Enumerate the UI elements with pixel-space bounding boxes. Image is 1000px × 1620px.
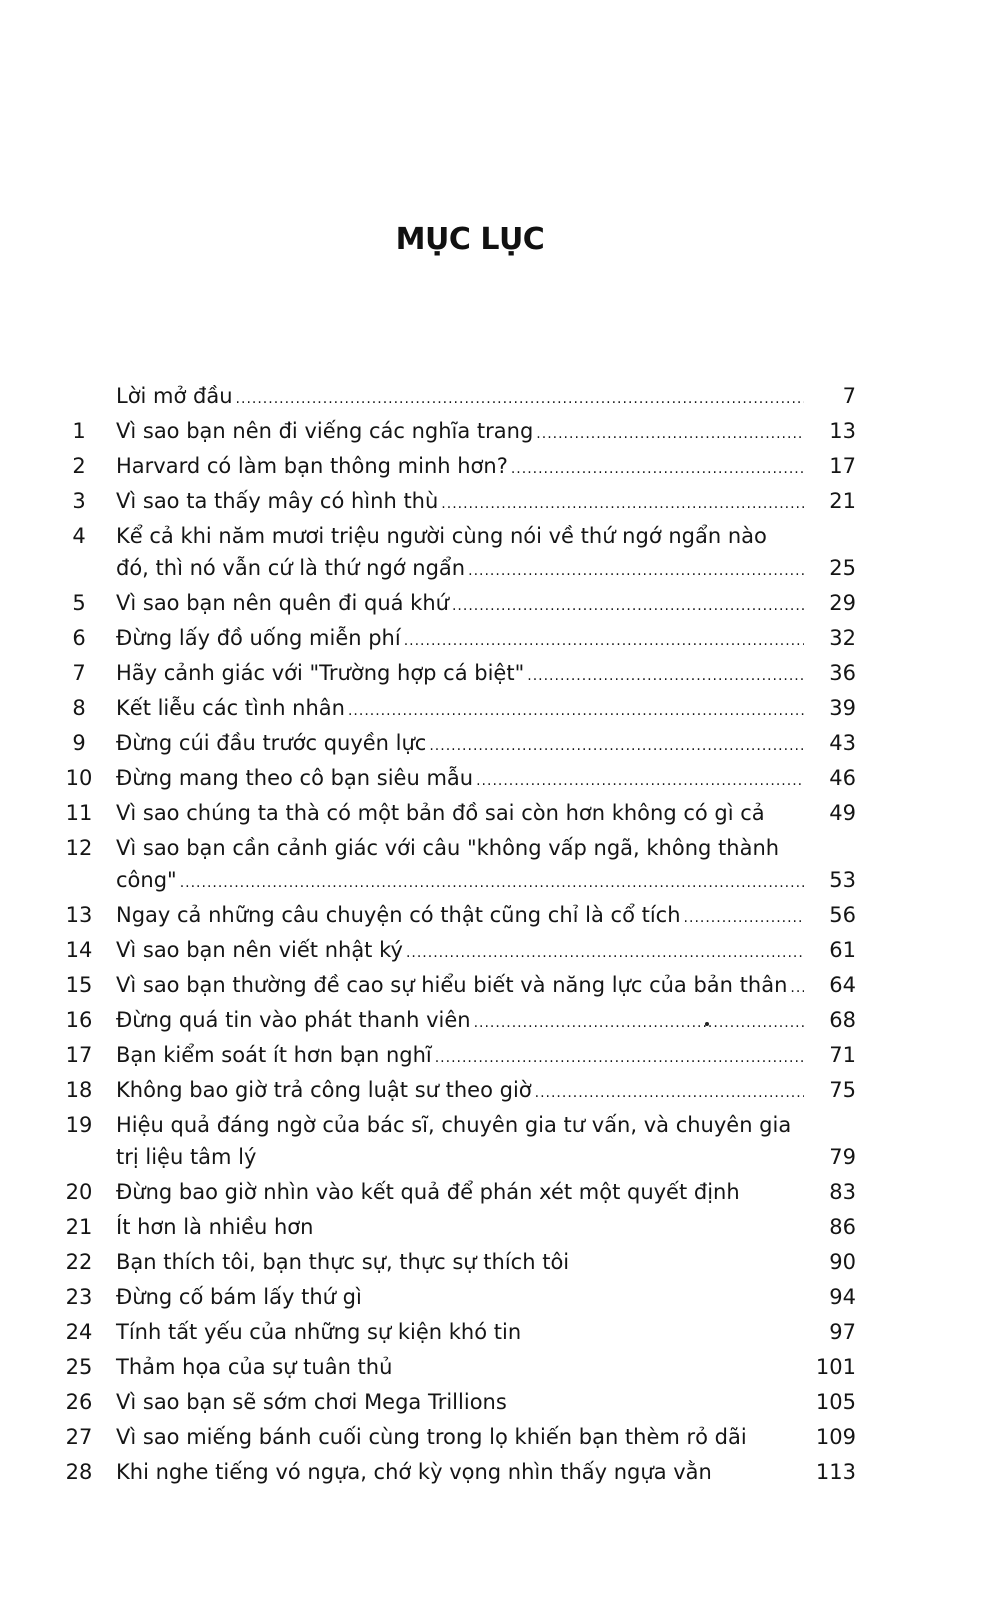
toc-entry-page-number: 105 <box>815 1390 856 1414</box>
toc-entry-page-number: 90 <box>829 1250 856 1274</box>
toc-entry <box>0 380 1000 415</box>
toc-entry <box>0 762 1000 797</box>
toc-entry-title-text: đó, thì nó vẫn cứ là thứ ngớ ngẩn <box>116 556 466 580</box>
toc-entry-number: 14 <box>65 938 93 962</box>
toc-entry-page-number: 25 <box>829 556 856 580</box>
toc-entry-title <box>116 1246 804 1278</box>
toc-entry-number: 7 <box>72 661 86 685</box>
toc-entry-title-line1: Hiệu quả đáng ngờ của bác sĩ, chuyên gia tư vấn, và chuyên gia <box>116 1113 792 1137</box>
table-of-contents <box>0 380 1000 1491</box>
toc-entry-title-text: Đừng cố bám lấy thứ gì <box>116 1285 362 1309</box>
toc-entry-page-number: 17 <box>829 454 856 478</box>
toc-entry-title-text: Lời mở đầu <box>116 384 233 408</box>
toc-entry-title-text: Đừng bao giờ nhìn vào kết quả để phán xét một quyết định <box>116 1180 740 1204</box>
toc-entry <box>0 899 1000 934</box>
toc-entry-title-text: Vì sao bạn nên viết nhật ký <box>116 938 403 962</box>
toc-entry-title-text: công" <box>116 868 177 892</box>
dot-leader <box>527 660 804 692</box>
toc-entry <box>0 1004 1000 1039</box>
toc-entry-number: 22 <box>65 1250 93 1274</box>
toc-entry-title-text: Kết liễu các tình nhân <box>116 696 345 720</box>
toc-entry <box>0 797 1000 832</box>
toc-entry-number: 27 <box>65 1425 93 1449</box>
toc-entry-title <box>116 1351 804 1383</box>
dot-leader <box>684 902 804 934</box>
toc-entry-title <box>116 1456 804 1488</box>
toc-entry <box>0 1456 1000 1491</box>
toc-entry-title-text: Vì sao bạn nên quên đi quá khứ <box>116 591 449 615</box>
toc-entry-number: 3 <box>72 489 86 513</box>
toc-entry-title-text: trị liệu tâm lý <box>116 1145 257 1169</box>
toc-entry <box>0 520 1000 587</box>
toc-entry-title-text: Harvard có làm bạn thông minh hơn? <box>116 454 508 478</box>
dot-leader <box>236 383 804 415</box>
toc-entry <box>0 1386 1000 1421</box>
toc-entry <box>0 727 1000 762</box>
toc-entry-page-number: 101 <box>815 1355 856 1379</box>
toc-entry-number: 12 <box>65 836 93 860</box>
toc-entry-page-number: 39 <box>829 696 856 720</box>
toc-entry-title <box>116 1421 804 1453</box>
toc-entry-page-number: 21 <box>829 489 856 513</box>
toc-entry-title <box>116 1039 804 1074</box>
toc-entry-title <box>116 520 804 587</box>
toc-entry-number: 28 <box>65 1460 93 1484</box>
dot-leader <box>406 937 804 969</box>
toc-entry-title <box>116 622 804 657</box>
toc-entry-title <box>116 832 804 899</box>
toc-entry-number: 17 <box>65 1043 93 1067</box>
toc-entry-number: 25 <box>65 1355 93 1379</box>
toc-entry-title <box>116 1109 804 1173</box>
toc-entry-title-text: Vì sao ta thấy mây có hình thù <box>116 489 439 513</box>
toc-entry-title <box>116 485 804 520</box>
toc-entry-title <box>116 1281 804 1313</box>
toc-entry-title-text: Vì sao miếng bánh cuối cùng trong lọ khiến bạn thèm rỏ dãi <box>116 1425 747 1449</box>
toc-entry <box>0 622 1000 657</box>
toc-entry-page-number: 83 <box>829 1180 856 1204</box>
toc-entry <box>0 1176 1000 1211</box>
toc-entry-number: 26 <box>65 1390 93 1414</box>
toc-entry-title <box>116 692 804 727</box>
toc-entry-number: 20 <box>65 1180 93 1204</box>
page-title: MỤC LỤC <box>395 222 545 257</box>
dot-leader <box>468 555 804 587</box>
toc-entry-title-text: Bạn kiểm soát ít hơn bạn nghĩ <box>116 1043 432 1067</box>
toc-entry-number: 5 <box>72 591 86 615</box>
toc-entry-number: 19 <box>65 1113 93 1137</box>
toc-entry <box>0 1109 1000 1176</box>
toc-entry <box>0 832 1000 899</box>
toc-entry-title-text: Đừng cúi đầu trước quyền lực <box>116 731 427 755</box>
toc-entry-title <box>116 415 804 450</box>
toc-entry-page-number: 36 <box>829 661 856 685</box>
dot-leader <box>441 488 804 520</box>
toc-entry-title-text: Ít hơn là nhiều hơn <box>116 1215 314 1239</box>
toc-entry-page-number: 68 <box>829 1008 856 1032</box>
toc-entry-title <box>116 657 804 692</box>
toc-entry <box>0 1316 1000 1351</box>
toc-entry-page-number: 61 <box>829 938 856 962</box>
toc-entry-title-text: Tính tất yếu của những sự kiện khó tin <box>116 1320 522 1344</box>
toc-entry-title-text: Bạn thích tôi, bạn thực sự, thực sự thích tôi <box>116 1250 570 1274</box>
scan-speck <box>705 1022 709 1026</box>
toc-entry-title-text: Vì sao chúng ta thà có một bản đồ sai còn hơn không có gì cả <box>116 801 765 825</box>
toc-entry-title <box>116 1176 804 1208</box>
toc-entry <box>0 415 1000 450</box>
toc-entry-title-text: Đừng mang theo cô bạn siêu mẫu <box>116 766 474 790</box>
dot-leader <box>452 590 804 622</box>
toc-entry-title-text: Hãy cảnh giác với "Trường hợp cá biệt" <box>116 661 525 685</box>
toc-entry-number: 15 <box>65 973 93 997</box>
toc-entry-title-text: Khi nghe tiếng vó ngựa, chớ kỳ vọng nhìn thấy ngựa vằn <box>116 1460 712 1484</box>
toc-entry-number: 11 <box>65 801 93 825</box>
toc-entry-title <box>116 1316 804 1348</box>
toc-entry-title <box>116 1211 804 1243</box>
toc-entry <box>0 1281 1000 1316</box>
toc-entry-number: 24 <box>65 1320 93 1344</box>
toc-entry-page-number: 75 <box>829 1078 856 1102</box>
toc-entry-number: 10 <box>65 766 93 790</box>
toc-entry-title-line1: Kể cả khi năm mươi triệu người cùng nói về thứ ngớ ngẩn nào <box>116 524 767 548</box>
toc-entry-page-number: 56 <box>829 903 856 927</box>
toc-entry-page-number: 7 <box>842 384 856 408</box>
toc-entry <box>0 1421 1000 1456</box>
toc-entry-title <box>116 934 804 969</box>
toc-entry-number: 4 <box>72 524 86 548</box>
toc-entry-page-number: 109 <box>815 1425 856 1449</box>
toc-entry-title <box>116 969 804 1004</box>
toc-entry-title <box>116 450 804 485</box>
dot-leader <box>790 972 804 1004</box>
toc-entry-number: 2 <box>72 454 86 478</box>
dot-leader <box>348 695 804 727</box>
toc-entry-title <box>116 587 804 622</box>
toc-entry-title <box>116 1386 804 1418</box>
toc-entry-page-number: 13 <box>829 419 856 443</box>
dot-leader <box>429 730 804 762</box>
toc-entry <box>0 1246 1000 1281</box>
toc-entry <box>0 934 1000 969</box>
toc-entry <box>0 657 1000 692</box>
toc-entry-page-number: 46 <box>829 766 856 790</box>
toc-entry-number: 18 <box>65 1078 93 1102</box>
toc-entry-page-number: 113 <box>815 1460 856 1484</box>
toc-entry <box>0 692 1000 727</box>
toc-entry-title <box>116 899 804 934</box>
dot-leader <box>536 418 804 450</box>
toc-entry <box>0 1039 1000 1074</box>
dot-leader <box>180 867 804 899</box>
toc-entry-title <box>116 797 804 829</box>
toc-entry-title <box>116 762 804 797</box>
toc-entry-page-number: 64 <box>829 973 856 997</box>
toc-entry-page-number: 71 <box>829 1043 856 1067</box>
toc-entry-number: 16 <box>65 1008 93 1032</box>
toc-entry-number: 9 <box>72 731 86 755</box>
toc-entry <box>0 1074 1000 1109</box>
toc-entry-page-number: 94 <box>829 1285 856 1309</box>
toc-entry-title <box>116 1074 804 1109</box>
toc-entry-page-number: 49 <box>829 801 856 825</box>
toc-entry-title-text: Đừng lấy đồ uống miễn phí <box>116 626 401 650</box>
toc-entry-title <box>116 727 804 762</box>
dot-leader <box>474 1007 804 1039</box>
toc-entry-number: 13 <box>65 903 93 927</box>
toc-entry-title-text: Vì sao bạn sẽ sớm chơi Mega Trillions <box>116 1390 507 1414</box>
toc-entry-page-number: 53 <box>829 868 856 892</box>
dot-leader <box>404 625 804 657</box>
toc-entry <box>0 969 1000 1004</box>
toc-entry-title-text: Đừng quá tin vào phát thanh viên <box>116 1008 471 1032</box>
toc-entry-page-number: 43 <box>829 731 856 755</box>
toc-entry-title-line1: Vì sao bạn cần cảnh giác với câu "không vấp ngã, không thành <box>116 836 780 860</box>
toc-entry-title <box>116 1004 804 1039</box>
dot-leader <box>511 453 804 485</box>
toc-entry-title-text: Vì sao bạn thường đề cao sự hiểu biết và năng lực của bản thân <box>116 973 788 997</box>
dot-leader <box>535 1077 804 1109</box>
toc-entry-number: 8 <box>72 696 86 720</box>
toc-entry-page-number: 86 <box>829 1215 856 1239</box>
toc-entry <box>0 450 1000 485</box>
toc-entry-number: 23 <box>65 1285 93 1309</box>
toc-entry-page-number: 97 <box>829 1320 856 1344</box>
toc-entry-page-number: 79 <box>829 1145 856 1169</box>
dot-leader <box>476 765 804 797</box>
toc-entry-number: 6 <box>72 626 86 650</box>
toc-entry-title-text: Ngay cả những câu chuyện có thật cũng chỉ là cổ tích <box>116 903 681 927</box>
toc-entry <box>0 1351 1000 1386</box>
toc-entry-page-number: 29 <box>829 591 856 615</box>
toc-entry <box>0 587 1000 622</box>
toc-entry <box>0 1211 1000 1246</box>
toc-entry-title <box>116 380 804 415</box>
dot-leader <box>435 1042 804 1074</box>
toc-entry-title-text: Vì sao bạn nên đi viếng các nghĩa trang <box>116 419 534 443</box>
toc-entry-title-text: Không bao giờ trả công luật sư theo giờ <box>116 1078 532 1102</box>
toc-entry <box>0 485 1000 520</box>
toc-entry-page-number: 32 <box>829 626 856 650</box>
toc-entry-number: 21 <box>65 1215 93 1239</box>
toc-entry-number: 1 <box>72 419 86 443</box>
toc-entry-title-text: Thảm họa của sự tuân thủ <box>116 1355 393 1379</box>
